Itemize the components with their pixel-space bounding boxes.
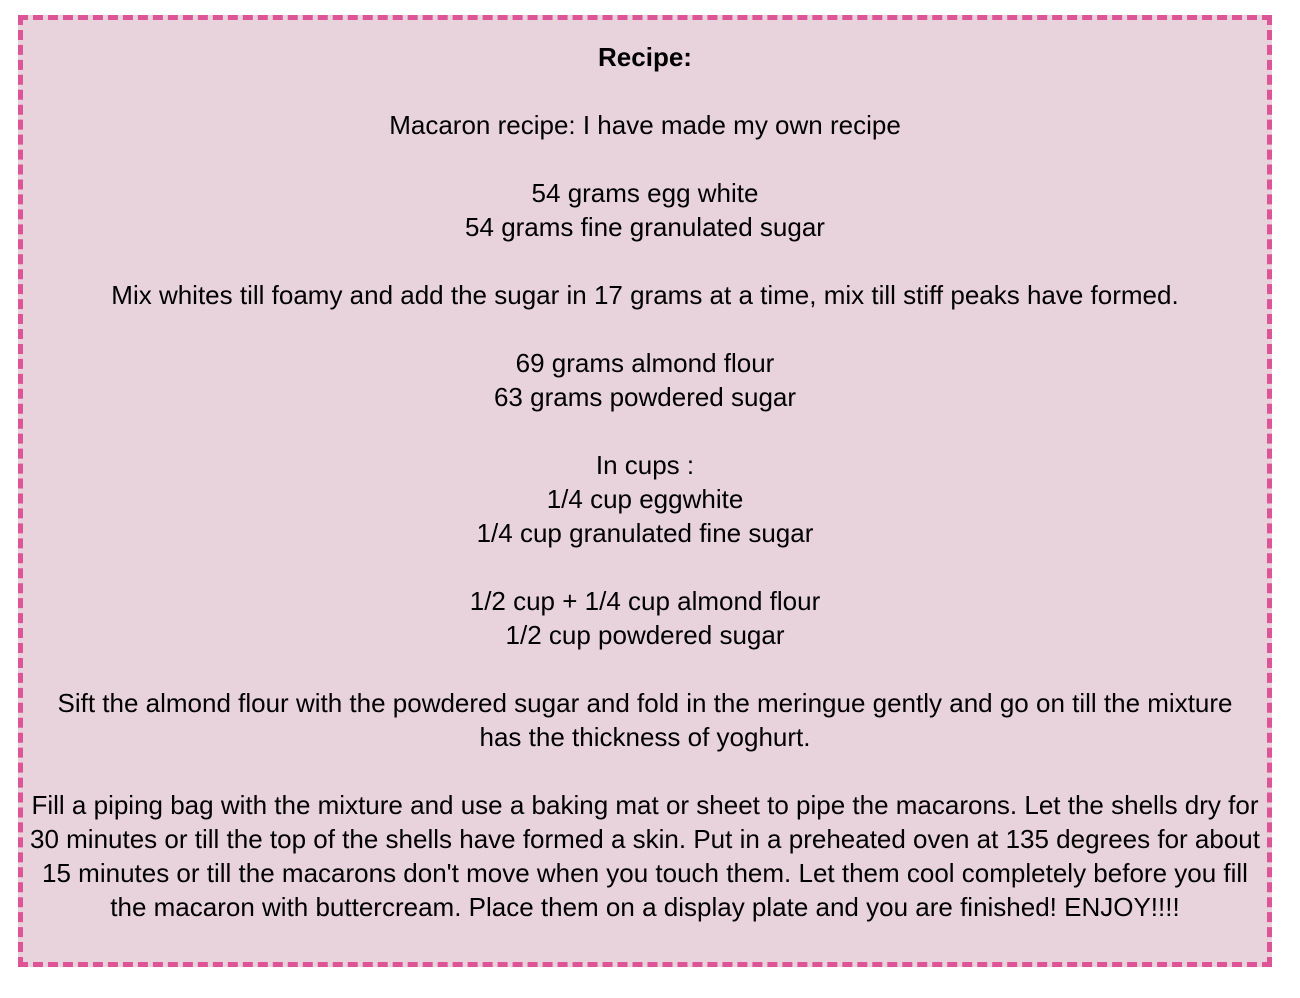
ingredient-line: 1/2 cup powdered sugar [505, 620, 785, 650]
spacer [23, 550, 1267, 584]
ingredient-line: 54 grams fine granulated sugar [465, 212, 825, 242]
ingredient-line: 63 grams powdered sugar [493, 382, 797, 412]
bake-step: Fill a piping bag with the mixture and use a baking mat or sheet to pipe the macarons. Let the shells dry for 30 minutes or till the top of the shells have formed a skin. Put in a preheated oven at 135 degrees for about 15 minutes or till the macarons don't move when you touch them. Let them cool completely before you fill the macaron with buttercream. Place them on a display plate and you are finished! ENJOY!!!! [30, 790, 1260, 922]
spacer [23, 312, 1267, 346]
ingredient-line: 1/2 cup + 1/4 cup almond flour [469, 586, 821, 616]
ingredient-line: 54 grams egg white [531, 178, 759, 208]
cups-heading: In cups : [595, 450, 695, 480]
recipe-box [18, 15, 1272, 967]
spacer [23, 142, 1267, 176]
spacer [23, 414, 1267, 448]
fold-step: Sift the almond flour with the powdered sugar and fold in the meringue gently and go on till the mixture has the thickness of yoghurt. [57, 688, 1233, 752]
spacer [23, 244, 1267, 278]
spacer [23, 652, 1267, 686]
recipe-title: Recipe: [598, 42, 692, 72]
ingredient-line: 1/4 cup eggwhite [546, 484, 744, 514]
meringue-step: Mix whites till foamy and add the sugar in 17 grams at a time, mix till stiff peaks have formed. [111, 280, 1179, 310]
ingredient-line: 69 grams almond flour [515, 348, 775, 378]
spacer [23, 74, 1267, 108]
ingredient-line: 1/4 cup granulated fine sugar [476, 518, 814, 548]
spacer [23, 754, 1267, 788]
recipe-intro: Macaron recipe: I have made my own recipe [389, 110, 901, 140]
